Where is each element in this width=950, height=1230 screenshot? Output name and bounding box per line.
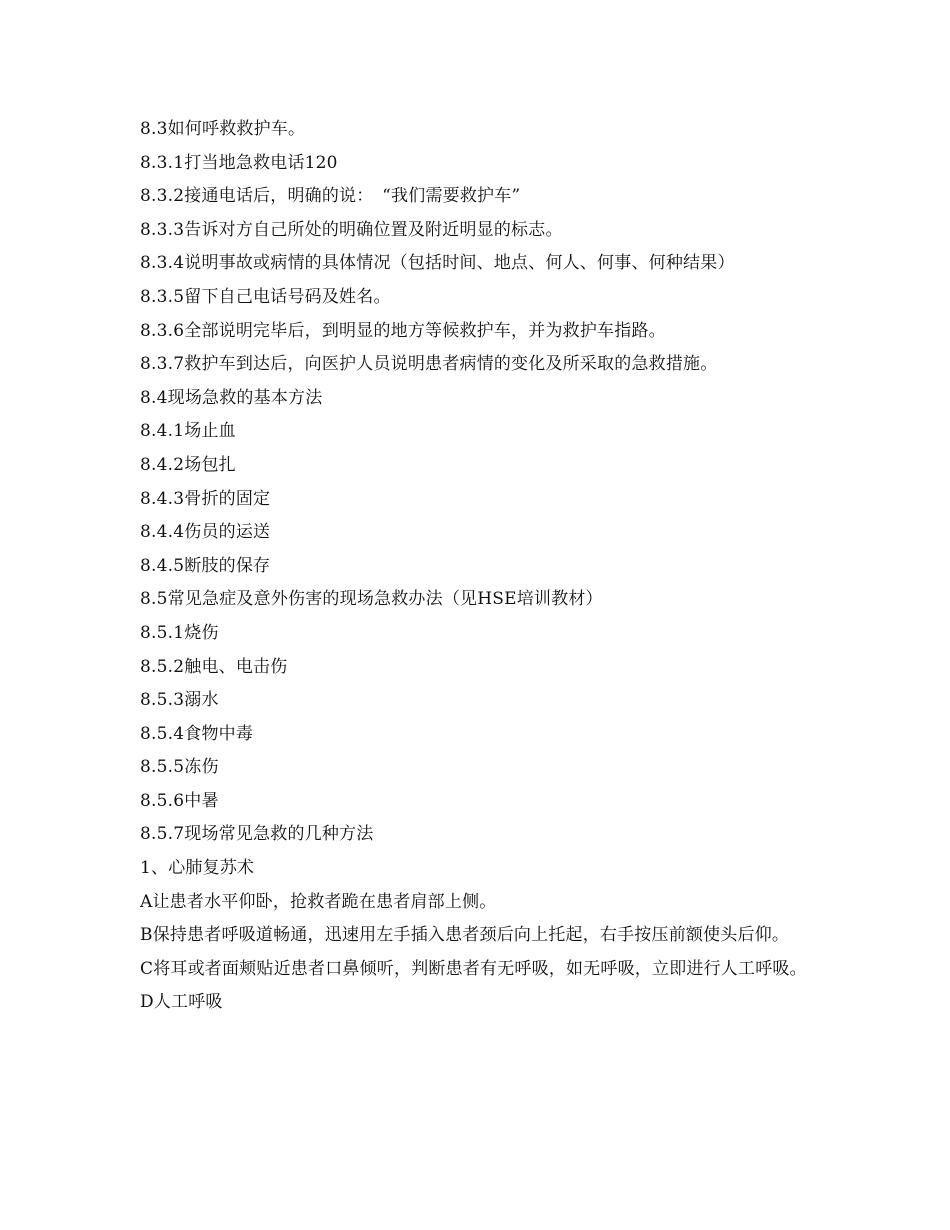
text-line: 8.3.4说明事故或病情的具体情况（包括时间、地点、何人、何事、何种结果） — [140, 253, 735, 274]
document-body — [140, 113, 820, 1020]
section-heading-8-4: 8.4现场急救的基本方法 — [140, 387, 323, 408]
step-d: D人工呼吸 — [140, 992, 223, 1013]
text-line: 8.5.3溺水 — [140, 690, 219, 711]
text-line: 8.5.6中暑 — [140, 790, 219, 811]
text-line: 8.3.6全部说明完毕后，到明显的地方等候救护车，并为救护车指路。 — [140, 320, 666, 341]
text-line: 8.5.1烧伤 — [140, 622, 219, 643]
text-line: 8.4.3骨折的固定 — [140, 488, 271, 509]
text-line: 8.3.3告诉对方自己所处的明确位置及附近明显的标志。 — [140, 219, 563, 240]
text-line: 8.3.1打当地急救电话120 — [140, 152, 338, 173]
text-line: 8.5.2触电、电击伤 — [140, 656, 288, 677]
section-heading-8-3: 8.3如何呼救救护车。 — [140, 119, 306, 139]
text-line: 8.4.5断肢的保存 — [140, 555, 271, 576]
step-b: B保持患者呼吸道畅通，迅速用左手插入患者颈后向上托起，右手按压前额使头后仰。 — [140, 925, 790, 946]
text-line: 8.4.1场止血 — [140, 421, 236, 442]
step-a: A让患者水平仰卧，抢救者跪在患者肩部上侧。 — [140, 891, 497, 912]
subheading-cpr: 1、心肺复苏术 — [140, 858, 255, 879]
text-line: 8.5.7现场常见急救的几种方法 — [140, 824, 374, 845]
text-line: 8.3.7救护车到达后，向医护人员说明患者病情的变化及所采取的急救措施。 — [140, 354, 718, 375]
text-line: 8.3.5留下自己电话号码及姓名。 — [140, 286, 391, 307]
step-c: C将耳或者面颊贴近患者口鼻倾听，判断患者有无呼吸，如无呼吸，立即进行人工呼吸。 — [140, 958, 807, 979]
section-heading-8-5: 8.5常见急症及意外伤害的现场急救办法（见HSE培训教材） — [140, 589, 603, 610]
text-line: 8.4.4伤员的运送 — [140, 522, 271, 543]
text-line: 8.3.2接通电话后，明确的说： “我们需要救护车” — [140, 186, 521, 207]
text-line: 8.5.4食物中毒 — [140, 723, 254, 744]
text-line: 8.4.2场包扎 — [140, 454, 236, 475]
text-line: 8.5.5冻伤 — [140, 757, 219, 778]
